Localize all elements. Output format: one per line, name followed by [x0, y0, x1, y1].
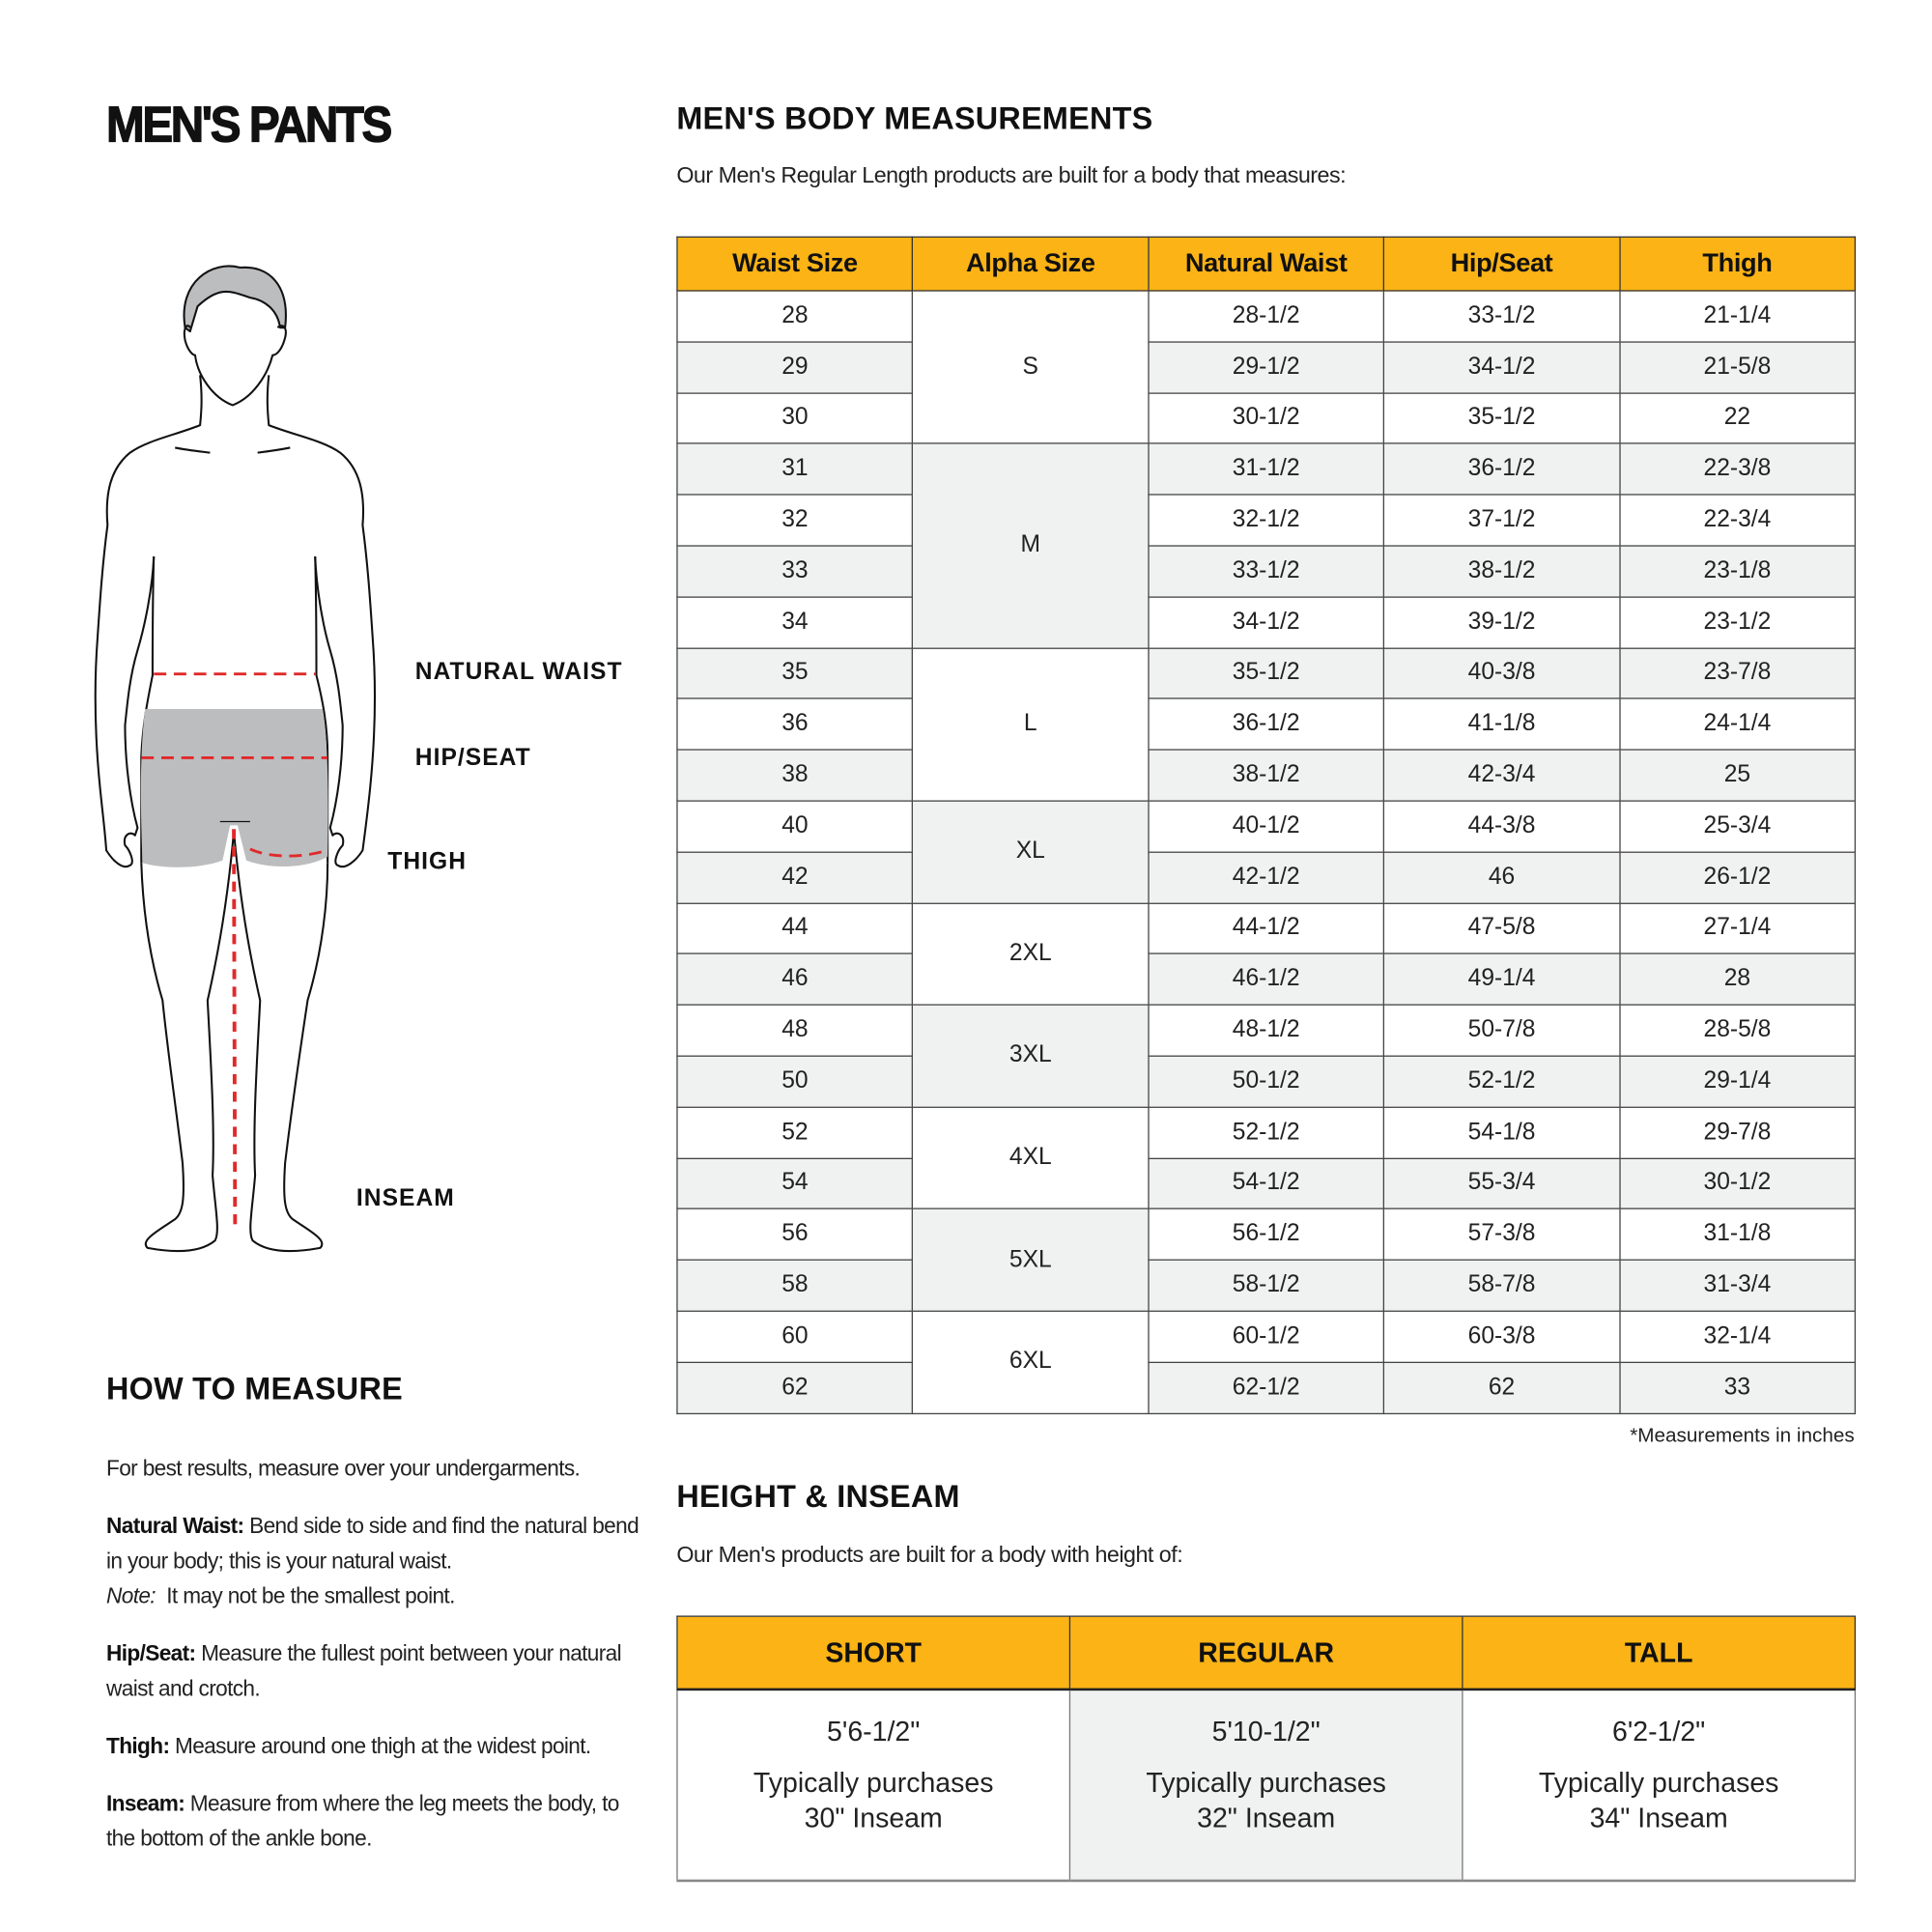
thigh-cell: 32-1/4: [1619, 1311, 1855, 1362]
waist-size-cell: 46: [677, 954, 913, 1006]
hair-icon: [185, 266, 286, 331]
thigh-cell: 25-3/4: [1619, 801, 1855, 852]
natural-waist-cell: 42-1/2: [1149, 852, 1384, 903]
table-row: [677, 597, 1855, 648]
hip-seat-instruction: [106, 1635, 646, 1705]
hip-seat-cell: 46: [1384, 852, 1620, 903]
natural-waist-cell: 32-1/2: [1149, 495, 1384, 546]
waist-size-cell: 60: [677, 1311, 913, 1362]
natural-waist-cell: 33-1/2: [1149, 546, 1384, 597]
natural-waist-cell: 30-1/2: [1149, 393, 1384, 444]
inseam-label: INSEAM: [355, 1185, 455, 1212]
column-header: Waist Size: [677, 237, 913, 291]
table-row: [677, 698, 1855, 750]
alpha-size-cell: XL: [913, 801, 1149, 903]
alpha-size-cell: L: [913, 648, 1149, 801]
waist-size-cell: 35: [677, 648, 913, 699]
thigh-cell: 30-1/2: [1619, 1158, 1855, 1209]
thigh-cell: 22-3/4: [1619, 495, 1855, 546]
waist-size-cell: 58: [677, 1260, 913, 1311]
table-row: [677, 546, 1855, 597]
table-row: [677, 291, 1855, 342]
thigh-cell: 22-3/8: [1619, 443, 1855, 495]
thigh-cell: 21-1/4: [1619, 291, 1855, 342]
alpha-size-cell: 4XL: [913, 1107, 1149, 1209]
table-row: [677, 342, 1855, 393]
inseam-instruction: [106, 1786, 646, 1856]
instruction-text: Measure around one thigh at the widest point.: [175, 1733, 591, 1759]
hip-seat-cell: 39-1/2: [1384, 597, 1620, 648]
hip-seat-cell: 35-1/2: [1384, 393, 1620, 444]
hip-seat-cell: 41-1/8: [1384, 698, 1620, 750]
table-row: [677, 750, 1855, 801]
instruction-label: Hip/Seat:: [106, 1640, 196, 1666]
column-header: Alpha Size: [913, 237, 1149, 291]
hip-seat-cell: 55-3/4: [1384, 1158, 1620, 1209]
natural-waist-cell: 52-1/2: [1149, 1107, 1384, 1158]
instruction-label: Inseam:: [106, 1790, 185, 1816]
waist-size-cell: 28: [677, 291, 913, 342]
hip-seat-cell: 37-1/2: [1384, 495, 1620, 546]
hip-seat-cell: 44-3/8: [1384, 801, 1620, 852]
alpha-size-cell: 3XL: [913, 1005, 1149, 1107]
thigh-instruction: [106, 1728, 646, 1763]
natural-waist-cell: 62-1/2: [1149, 1362, 1384, 1413]
how-to-measure-section: [106, 1451, 646, 1879]
instruction-text: Measure the fullest point between your natural waist and crotch.: [106, 1640, 621, 1701]
thigh-cell: 24-1/4: [1619, 698, 1855, 750]
table-row: [677, 801, 1855, 852]
waist-size-cell: 52: [677, 1107, 913, 1158]
column-header: Hip/Seat: [1384, 237, 1620, 291]
thigh-cell: 29-1/4: [1619, 1056, 1855, 1107]
short-cell: [677, 1690, 1069, 1881]
instruction-text: Bend side to side and find the natural bend in your body; this is your natural waist.: [106, 1513, 639, 1574]
natural-waist-cell: 38-1/2: [1149, 750, 1384, 801]
body-figure-illustration: [0, 0, 650, 1300]
table-row: [677, 1158, 1855, 1209]
height-inseam-subtitle: Our Men's products are built for a body with height of:: [676, 1542, 1183, 1568]
waist-size-cell: 29: [677, 342, 913, 393]
hip-seat-cell: 36-1/2: [1384, 443, 1620, 495]
hip-seat-label: HIP/SEAT: [414, 745, 531, 772]
thigh-cell: 31-3/4: [1619, 1260, 1855, 1311]
thigh-cell: 23-1/8: [1619, 546, 1855, 597]
waist-size-cell: 32: [677, 495, 913, 546]
thigh-cell: 29-7/8: [1619, 1107, 1855, 1158]
waist-size-cell: 33: [677, 546, 913, 597]
hip-seat-cell: 58-7/8: [1384, 1260, 1620, 1311]
natural-waist-cell: 46-1/2: [1149, 954, 1384, 1006]
how-to-intro: For best results, measure over your undergarments.: [106, 1455, 581, 1481]
alpha-size-cell: 2XL: [913, 903, 1149, 1006]
waist-size-cell: 56: [677, 1209, 913, 1261]
column-header: Natural Waist: [1149, 237, 1384, 291]
tall-cell: [1463, 1690, 1855, 1881]
height-value: 6'2-1/2": [1611, 1716, 1706, 1747]
natural-waist-label: NATURAL WAIST: [414, 659, 623, 686]
table-row: [677, 648, 1855, 699]
waist-size-cell: 48: [677, 1005, 913, 1056]
natural-waist-cell: 35-1/2: [1149, 648, 1384, 699]
thigh-cell: 28-5/8: [1619, 1005, 1855, 1056]
note-text: It may not be the smallest point.: [166, 1582, 455, 1608]
natural-waist-cell: 29-1/2: [1149, 342, 1384, 393]
regular-cell: [1069, 1690, 1462, 1881]
alpha-size-cell: 5XL: [913, 1209, 1149, 1312]
natural-waist-cell: 54-1/2: [1149, 1158, 1384, 1209]
body-measurements-title: MEN'S BODY MEASUREMENTS: [676, 100, 1153, 137]
note-label: Note:: [106, 1582, 156, 1608]
thigh-cell: 21-5/8: [1619, 342, 1855, 393]
column-header: Thigh: [1619, 237, 1855, 291]
hip-seat-cell: 50-7/8: [1384, 1005, 1620, 1056]
natural-waist-cell: 44-1/2: [1149, 903, 1384, 954]
alpha-size-cell: 6XL: [913, 1311, 1149, 1413]
table-row: [677, 954, 1855, 1006]
instruction-label: Natural Waist:: [106, 1513, 244, 1539]
hip-seat-cell: 62: [1384, 1362, 1620, 1413]
page-title: MEN'S PANTS: [106, 97, 390, 153]
height-inseam-title: HEIGHT & INSEAM: [676, 1479, 960, 1515]
table-row: [677, 1056, 1855, 1107]
instruction-label: Thigh:: [106, 1733, 170, 1759]
hip-seat-cell: 40-3/8: [1384, 648, 1620, 699]
waist-size-cell: 50: [677, 1056, 913, 1107]
inseam-value: 30" Inseam: [804, 1802, 943, 1833]
natural-waist-cell: 40-1/2: [1149, 801, 1384, 852]
table-row: [677, 443, 1855, 495]
table-row: [677, 903, 1855, 954]
purchase-text: Typically purchases: [753, 1767, 994, 1799]
height-inseam-table: [676, 1615, 1856, 1882]
natural-waist-cell: 58-1/2: [1149, 1260, 1384, 1311]
natural-waist-cell: 34-1/2: [1149, 597, 1384, 648]
header-tall: TALL: [1463, 1616, 1855, 1690]
natural-waist-cell: 28-1/2: [1149, 291, 1384, 342]
how-to-measure-title: HOW TO MEASURE: [106, 1372, 403, 1407]
waist-size-cell: 40: [677, 801, 913, 852]
table-row: [677, 393, 1855, 444]
body-measurements-table: [676, 237, 1856, 1414]
thigh-cell: 33: [1619, 1362, 1855, 1413]
table-row: [677, 852, 1855, 903]
inseam-value: 34" Inseam: [1589, 1802, 1728, 1833]
natural-waist-cell: 50-1/2: [1149, 1056, 1384, 1107]
hip-seat-cell: 34-1/2: [1384, 342, 1620, 393]
table-row: [677, 1260, 1855, 1311]
purchase-text: Typically purchases: [1146, 1767, 1386, 1799]
thigh-cell: 31-1/8: [1619, 1209, 1855, 1261]
instruction-text: Measure from where the leg meets the body, to the bottom of the ankle bone.: [106, 1790, 619, 1851]
waist-size-cell: 30: [677, 393, 913, 444]
thigh-cell: 25: [1619, 750, 1855, 801]
table-row: [677, 495, 1855, 546]
height-value: 5'10-1/2": [1211, 1716, 1321, 1747]
measurements-footnote: *Measurements in inches: [1630, 1425, 1855, 1447]
table-row: [677, 1311, 1855, 1362]
header-short: SHORT: [677, 1616, 1069, 1690]
thigh-cell: 23-1/2: [1619, 597, 1855, 648]
natural-waist-instruction: [106, 1508, 646, 1613]
waist-size-cell: 54: [677, 1158, 913, 1209]
table-row: [677, 1362, 1855, 1413]
thigh-label: THIGH: [387, 848, 467, 876]
waist-size-cell: 38: [677, 750, 913, 801]
natural-waist-cell: 48-1/2: [1149, 1005, 1384, 1056]
waist-size-cell: 62: [677, 1362, 913, 1413]
thigh-cell: 27-1/4: [1619, 903, 1855, 954]
waist-size-cell: 42: [677, 852, 913, 903]
thigh-cell: 26-1/2: [1619, 852, 1855, 903]
table-row: [677, 1005, 1855, 1056]
inseam-line: [234, 829, 235, 1232]
waist-size-cell: 44: [677, 903, 913, 954]
hip-seat-cell: 33-1/2: [1384, 291, 1620, 342]
header-regular: REGULAR: [1069, 1616, 1462, 1690]
hip-seat-cell: 42-3/4: [1384, 750, 1620, 801]
inseam-value: 32" Inseam: [1197, 1802, 1336, 1833]
purchase-text: Typically purchases: [1538, 1767, 1779, 1799]
waist-size-cell: 31: [677, 443, 913, 495]
alpha-size-cell: S: [913, 291, 1149, 443]
natural-waist-cell: 56-1/2: [1149, 1209, 1384, 1261]
thigh-cell: 22: [1619, 393, 1855, 444]
hip-seat-cell: 47-5/8: [1384, 903, 1620, 954]
table-row: [677, 1209, 1855, 1261]
natural-waist-cell: 31-1/2: [1149, 443, 1384, 495]
hip-seat-cell: 49-1/4: [1384, 954, 1620, 1006]
height-value: 5'6-1/2": [827, 1716, 921, 1747]
hip-seat-cell: 60-3/8: [1384, 1311, 1620, 1362]
thigh-cell: 28: [1619, 954, 1855, 1006]
thigh-cell: 23-7/8: [1619, 648, 1855, 699]
waist-size-cell: 36: [677, 698, 913, 750]
waist-size-cell: 34: [677, 597, 913, 648]
natural-waist-cell: 36-1/2: [1149, 698, 1384, 750]
hip-seat-cell: 52-1/2: [1384, 1056, 1620, 1107]
hip-seat-cell: 38-1/2: [1384, 546, 1620, 597]
natural-waist-cell: 60-1/2: [1149, 1311, 1384, 1362]
table-row: [677, 1107, 1855, 1158]
hip-seat-cell: 57-3/8: [1384, 1209, 1620, 1261]
body-measurements-subtitle: Our Men's Regular Length products are built for a body that measures:: [676, 162, 1347, 188]
hip-seat-cell: 54-1/8: [1384, 1107, 1620, 1158]
alpha-size-cell: M: [913, 443, 1149, 647]
